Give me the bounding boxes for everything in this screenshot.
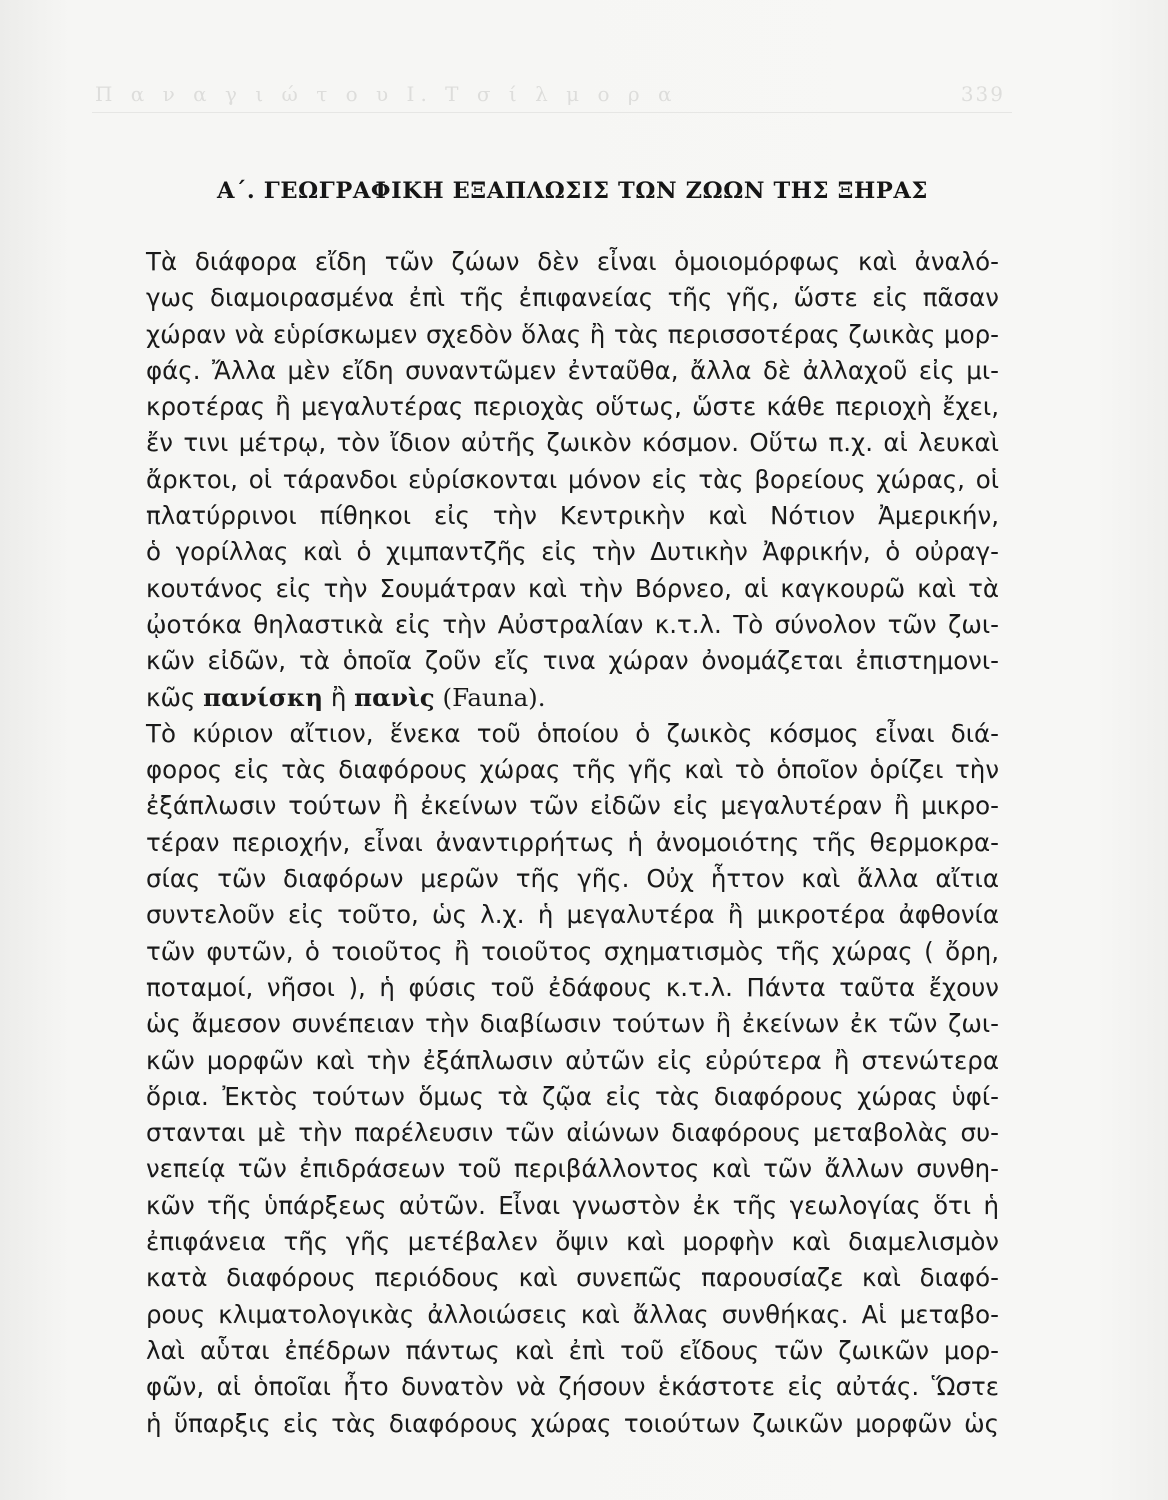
paragraph-2-line: ποταμοί, νῆσοι ), ἡ φύσις τοῦ ἐδάφους κ.τ.λ. Πάντα ταῦτα ἔχουν [146, 972, 999, 1002]
term-panis: πανὶς [354, 682, 435, 712]
paragraph-2-line: ἡ ὕπαρξις εἰς τὰς διαφόρους χώρας τοιούτων ζωικῶν μορφῶν ὡς [146, 1408, 999, 1438]
paragraph-2-line: φορος εἰς τὰς διαφόρους χώρας τῆς γῆς καὶ τὸ ὁποῖον ὁρίζει τὴν [146, 755, 999, 785]
paragraph-1-line: Τὰ διάφορα εἴδη τῶν ζώων δὲν εἶναι ὁμοιομόρφως καὶ ἀναλό- [146, 247, 999, 276]
paragraph-2-line: τῶν φυτῶν, ὁ τοιοῦτος ἢ τοιοῦτος σχηματισμὸς τῆς χώρας ( ὄρη, [146, 936, 999, 966]
paragraph-1-line: ὁ γορίλλας καὶ ὁ χιμπαντζῆς εἰς τὴν Δυτικὴν Ἀφρικήν, ὁ οὐραγ- [146, 537, 999, 567]
paragraph-2 [146, 716, 999, 1442]
term-fauna: (Fauna). [442, 682, 546, 712]
paragraph-2-line: κατὰ διαφόρους περιόδους καὶ συνεπῶς παρουσίαζε καὶ διαφό- [146, 1263, 999, 1293]
paragraph-1-line: ᾠοτόκα θηλαστικὰ εἰς τὴν Αὐστραλίαν κ.τ.λ. Τὸ σύνολον τῶν ζωι- [146, 609, 999, 639]
paragraph-2-line: νεπείᾳ τῶν ἐπιδράσεων τοῦ περιβάλλοντος καὶ τῶν ἄλλων συνθη- [146, 1154, 999, 1184]
last-line-prefix: κῶς [146, 682, 196, 712]
paragraph-2-line: ἐξάπλωσιν τούτων ἢ ἐκείνων τῶν εἰδῶν εἰς μεγαλυτέραν ἢ μικρο- [146, 791, 999, 821]
paragraph-1-line: φάς. Ἄλλα μὲν εἴδη συναντῶμεν ἐνταῦθα, ἄλλα δὲ ἀλλαχοῦ εἰς μι- [146, 355, 999, 385]
paragraph-1-line: χώραν νὰ εὑρίσκωμεν σχεδὸν ὅλας ἢ τὰς περισσοτέρας ζωικὰς μορ- [146, 319, 999, 349]
term-connector: ἢ [330, 682, 347, 712]
paragraph-2-line: κῶν τῆς ὑπάρξεως αὐτῶν. Εἶναι γνωστὸν ἐκ τῆς γεωλογίας ὅτι ἡ [146, 1190, 999, 1220]
paragraph-2-line: Τὸ κύριον αἴτιον, ἕνεκα τοῦ ὁποίου ὁ ζωικὸς κόσμος εἶναι διά- [146, 718, 999, 748]
paragraph-1-line: κῶν εἰδῶν, τὰ ὁποῖα ζοῦν εἴς τινα χώραν ὀνομάζεται ἐπιστημονι- [146, 646, 999, 676]
section-heading: Α΄. ΓΕΩΓΡΑΦΙΚΗ ΕΞΑΠΛΩΣΙΣ ΤΩΝ ΖΩΩΝ ΤΗΣ ΞΗΡΑΣ [217, 178, 928, 204]
page-content [146, 178, 999, 1442]
paragraph-1-line: ἔν τινι μέτρῳ, τὸν ἴδιον αὐτῆς ζωικὸν κόσμον. Οὕτω π.χ. αἱ λευκαὶ [146, 428, 999, 458]
paragraph-2-line: ὡς ἄμεσον συνέπειαν τὴν διαβίωσιν τούτων ἢ ἐκείνων ἐκ τῶν ζωι- [146, 1009, 999, 1039]
paragraph-1-line: πλατύρρινοι πίθηκοι εἰς τὴν Κεντρικὴν καὶ Νότιον Ἀμερικήν, [146, 501, 999, 531]
paragraph-1-line: ἄρκτοι, οἱ τάρανδοι εὑρίσκονται μόνον εἰς τὰς βορείους χώρας, οἱ [146, 464, 999, 494]
paragraph-2-line: τέραν περιοχήν, εἶναι ἀναντιρρήτως ἡ ἀνομοιότης τῆς θερμοκρα- [146, 827, 999, 857]
bleed-through-running-head [95, 82, 1005, 106]
paragraph-1-last-line [146, 680, 999, 716]
term-paniske: πανίσκη [203, 682, 324, 712]
paragraph-1-line: κουτάνος εἰς τὴν Σουμάτραν καὶ τὴν Βόρνεο, αἱ καγκουρῶ καὶ τὰ [146, 573, 999, 603]
bleed-running-head-text: Π α ν α γ ι ώ τ ο υ Ι. Τ σ ί λ μ ο ρ α [95, 82, 678, 106]
paragraph-2-line: κῶν μορφῶν καὶ τὴν ἐξάπλωσιν αὐτῶν εἰς εὐρύτερα ἢ στενώτερα [146, 1045, 999, 1075]
paragraph-2-line: φῶν, αἱ ὁποῖαι ἦτο δυνατὸν νὰ ζήσουν ἑκάστοτε εἰς αὐτάς. Ὥστε [146, 1372, 999, 1402]
paragraph-2-line: σίας τῶν διαφόρων μερῶν τῆς γῆς. Οὐχ ἧττον καὶ ἄλλα αἴτια [146, 864, 999, 894]
paragraph-2-line: ρους κλιματολογικὰς ἀλλοιώσεις καὶ ἄλλας συνθήκας. Αἱ μεταβο- [146, 1299, 999, 1329]
paragraph-1-line: κροτέρας ἢ μεγαλυτέρας περιοχὰς οὕτως, ὥστε κάθε περιοχὴ ἔχει, [146, 392, 999, 422]
paragraph-2-line: ἐπιφάνεια τῆς γῆς μετέβαλεν ὄψιν καὶ μορφὴν καὶ διαμελισμὸν [146, 1227, 999, 1257]
bleed-rule [92, 112, 1012, 113]
paragraph-2-line: λαὶ αὗται ἐπέδρων πάντως καὶ ἐπὶ τοῦ εἴδους τῶν ζωικῶν μορ- [146, 1335, 999, 1365]
bleed-page-number: 339 [960, 82, 1005, 106]
paragraph-2-line: συντελοῦν εἰς τοῦτο, ὡς λ.χ. ἡ μεγαλυτέρα ἢ μικροτέρα ἀφθονία [146, 900, 999, 930]
paragraph-2-line: στανται μὲ τὴν παρέλευσιν τῶν αἰώνων διαφόρους μεταβολὰς συ- [146, 1118, 999, 1148]
paragraph-1-line: γως διαμοιρασμένα ἐπὶ τῆς ἐπιφανείας τῆς γῆς, ὥστε εἰς πᾶσαν [146, 283, 999, 313]
paragraph-1 [146, 244, 999, 716]
paragraph-2-line: ὅρια. Ἐκτὸς τούτων ὅμως τὰ ζῷα εἰς τὰς διαφόρους χώρας ὑφί- [146, 1081, 999, 1111]
